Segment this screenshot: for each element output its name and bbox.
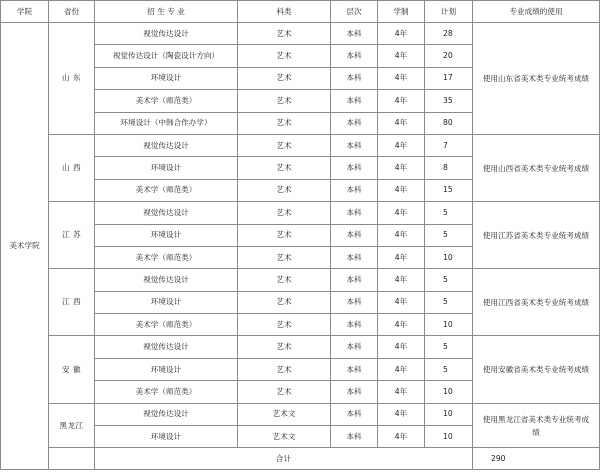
plan-cell: 7 (425, 134, 473, 156)
duration-cell: 4年 (378, 224, 425, 246)
duration-cell: 4年 (378, 426, 425, 448)
province-cell: 江 西 (49, 269, 95, 336)
category-cell: 艺术 (238, 246, 331, 268)
plan-cell: 10 (425, 381, 473, 403)
province-cell: 山 东 (49, 23, 95, 135)
level-cell: 本科 (331, 90, 378, 112)
category-cell: 艺术 (238, 381, 331, 403)
plan-cell: 5 (425, 202, 473, 224)
duration-cell: 4年 (378, 157, 425, 179)
usage-cell: 使用江西省美术类专业统考成绩 (473, 269, 600, 336)
level-cell: 本科 (331, 269, 378, 291)
header-duration: 学制 (378, 1, 425, 23)
duration-cell: 4年 (378, 179, 425, 201)
major-cell: 环境设计（中韩合作办学） (95, 112, 238, 134)
header-level: 层次 (331, 1, 378, 23)
major-cell: 环境设计 (95, 157, 238, 179)
duration-cell: 4年 (378, 23, 425, 45)
plan-cell: 5 (425, 291, 473, 313)
duration-cell: 4年 (378, 90, 425, 112)
plan-cell: 10 (425, 426, 473, 448)
province-cell: 安 徽 (49, 336, 95, 403)
major-cell: 美术学（师范类） (95, 179, 238, 201)
province-cell: 江 苏 (49, 202, 95, 269)
total-plan: 290 (473, 448, 600, 470)
header-plan: 计划 (425, 1, 473, 23)
duration-cell: 4年 (378, 246, 425, 268)
level-cell: 本科 (331, 291, 378, 313)
level-cell: 本科 (331, 179, 378, 201)
category-cell: 艺术 (238, 224, 331, 246)
level-cell: 本科 (331, 314, 378, 336)
major-cell: 视觉传达设计 (95, 336, 238, 358)
level-cell: 本科 (331, 336, 378, 358)
level-cell: 本科 (331, 157, 378, 179)
plan-cell: 5 (425, 269, 473, 291)
category-cell: 艺术 (238, 134, 331, 156)
table-row (1, 134, 600, 156)
plan-cell: 10 (425, 403, 473, 425)
category-cell: 艺术 (238, 23, 331, 45)
duration-cell: 4年 (378, 291, 425, 313)
category-cell: 艺术 (238, 314, 331, 336)
usage-cell: 使用江苏省美术类专业统考成绩 (473, 202, 600, 269)
major-cell: 美术学（师范类） (95, 381, 238, 403)
header-province: 省份 (49, 1, 95, 23)
table-row (1, 403, 600, 425)
major-cell: 视觉传达设计（陶瓷设计方向） (95, 45, 238, 67)
level-cell: 本科 (331, 381, 378, 403)
province-cell: 黑龙江 (49, 403, 95, 448)
duration-cell: 4年 (378, 269, 425, 291)
table-row (1, 202, 600, 224)
usage-cell: 使用安徽省美术类专业统考成绩 (473, 336, 600, 403)
plan-cell: 28 (425, 23, 473, 45)
major-cell: 环境设计 (95, 291, 238, 313)
level-cell: 本科 (331, 358, 378, 380)
category-cell: 艺术 (238, 67, 331, 89)
plan-cell: 20 (425, 45, 473, 67)
header-category: 科类 (238, 1, 331, 23)
total-label: 合计 (95, 448, 473, 470)
header-score-usage: 专业成绩的使用 (473, 1, 600, 23)
level-cell: 本科 (331, 403, 378, 425)
plan-cell: 35 (425, 90, 473, 112)
major-cell: 美术学（师范类） (95, 246, 238, 268)
plan-cell: 8 (425, 157, 473, 179)
duration-cell: 4年 (378, 202, 425, 224)
duration-cell: 4年 (378, 67, 425, 89)
province-cell: 山 西 (49, 134, 95, 201)
plan-cell: 5 (425, 336, 473, 358)
plan-cell: 17 (425, 67, 473, 89)
table-body (1, 23, 600, 470)
header-major: 招 生 专 业 (95, 1, 238, 23)
category-cell: 艺术 (238, 269, 331, 291)
level-cell: 本科 (331, 23, 378, 45)
duration-cell: 4年 (378, 403, 425, 425)
plan-cell: 10 (425, 246, 473, 268)
plan-cell: 5 (425, 358, 473, 380)
major-cell: 视觉传达设计 (95, 134, 238, 156)
major-cell: 视觉传达设计 (95, 23, 238, 45)
major-cell: 环境设计 (95, 224, 238, 246)
duration-cell: 4年 (378, 358, 425, 380)
header-row (1, 1, 600, 23)
duration-cell: 4年 (378, 314, 425, 336)
level-cell: 本科 (331, 67, 378, 89)
total-empty-cell (49, 448, 95, 470)
duration-cell: 4年 (378, 112, 425, 134)
category-cell: 艺术 (238, 202, 331, 224)
category-cell: 艺术 (238, 336, 331, 358)
header-college: 学院 (1, 1, 49, 23)
category-cell: 艺术 (238, 157, 331, 179)
category-cell: 艺术文 (238, 426, 331, 448)
usage-cell: 使用黑龙江省美术类专业统考成绩 (473, 403, 600, 448)
category-cell: 艺术 (238, 358, 331, 380)
level-cell: 本科 (331, 134, 378, 156)
category-cell: 艺术 (238, 90, 331, 112)
duration-cell: 4年 (378, 336, 425, 358)
category-cell: 艺术 (238, 45, 331, 67)
plan-cell: 10 (425, 314, 473, 336)
total-row (1, 448, 600, 470)
usage-cell: 使用山西省美术类专业统考成绩 (473, 134, 600, 201)
category-cell: 艺术 (238, 112, 331, 134)
major-cell: 视觉传达设计 (95, 403, 238, 425)
plan-cell: 80 (425, 112, 473, 134)
category-cell: 艺术 (238, 291, 331, 313)
level-cell: 本科 (331, 426, 378, 448)
major-cell: 环境设计 (95, 358, 238, 380)
level-cell: 本科 (331, 112, 378, 134)
plan-cell: 15 (425, 179, 473, 201)
major-cell: 环境设计 (95, 67, 238, 89)
plan-cell: 5 (425, 224, 473, 246)
table-row (1, 269, 600, 291)
major-cell: 美术学（师范类） (95, 90, 238, 112)
major-cell: 美术学（师范类） (95, 314, 238, 336)
table-row (1, 336, 600, 358)
table-row (1, 23, 600, 45)
level-cell: 本科 (331, 246, 378, 268)
major-cell: 环境设计 (95, 426, 238, 448)
level-cell: 本科 (331, 224, 378, 246)
category-cell: 艺术 (238, 179, 331, 201)
usage-cell: 使用山东省美术类专业统考成绩 (473, 23, 600, 135)
major-cell: 视觉传达设计 (95, 269, 238, 291)
major-cell: 视觉传达设计 (95, 202, 238, 224)
category-cell: 艺术文 (238, 403, 331, 425)
duration-cell: 4年 (378, 45, 425, 67)
college-cell: 美术学院 (1, 23, 49, 470)
duration-cell: 4年 (378, 381, 425, 403)
level-cell: 本科 (331, 202, 378, 224)
duration-cell: 4年 (378, 134, 425, 156)
level-cell: 本科 (331, 45, 378, 67)
